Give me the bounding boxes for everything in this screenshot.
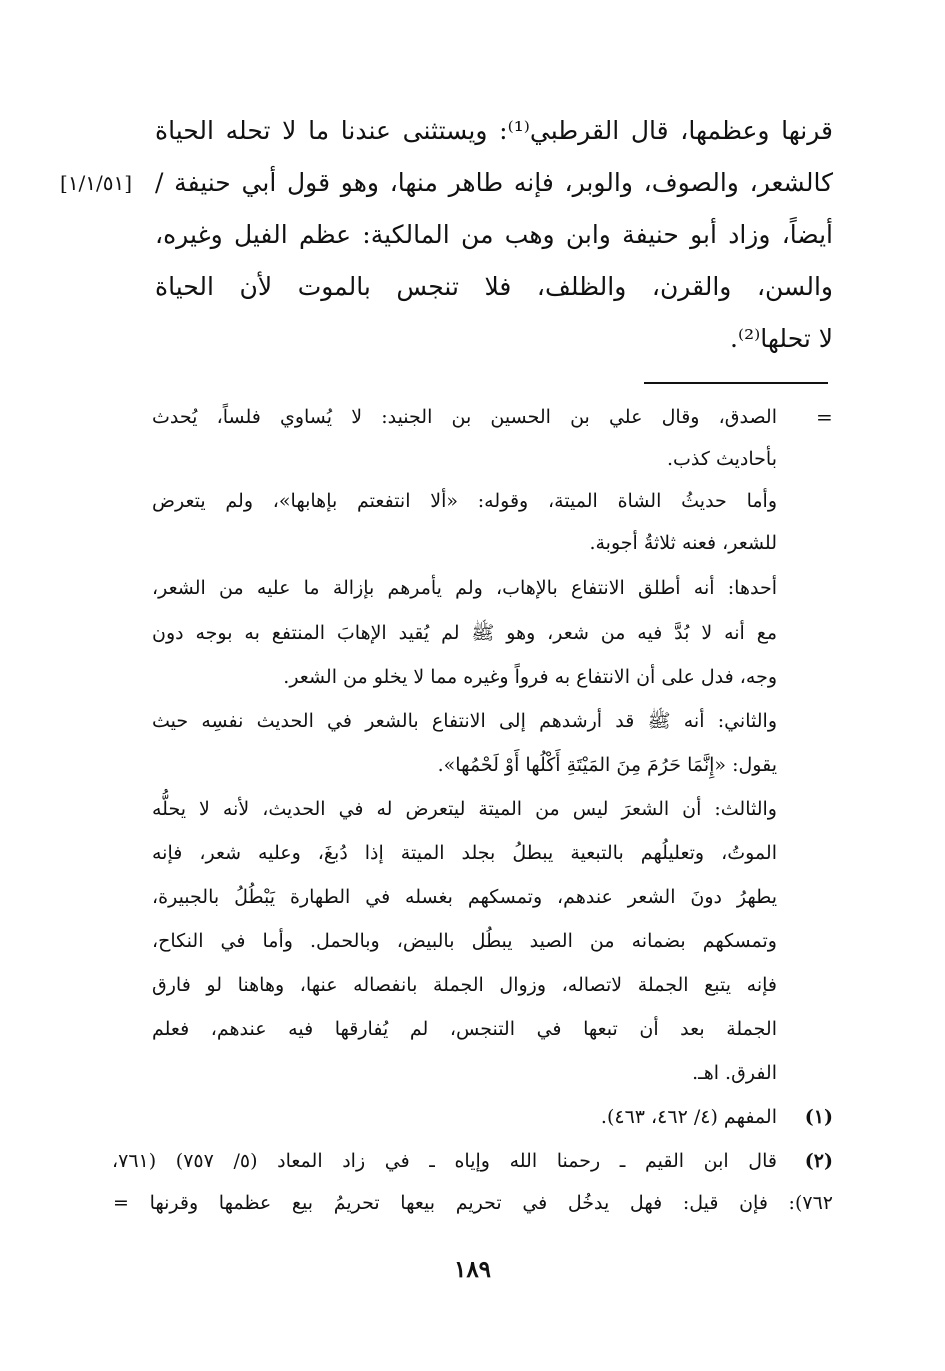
footnote-continuation-line-5: أحدها: أنه أطلق الانتفاع بالإهاب، ولم يأمرهم بإزالة ما عليه من الشعر،	[152, 577, 777, 599]
footnote-continuation-line-14: فإنه يتبع الجملة لاتصاله، وزوال الجملة بانفصاله عنها، وهاهنا لو فارق	[152, 974, 777, 996]
footnote-continuation-line-15: الجملة بعد أن تبعها في التنجس، لم يُفارقها فيه عندهم، فعلم	[152, 1018, 777, 1040]
main-text-line-2: كالشعر، والصوف، والوبر، فإنه طاهر منها، وهو قول أبي حنيفة /	[155, 168, 833, 197]
footnote-continuation-line-2: بأحاديث كذب.	[666, 448, 777, 470]
footnote-continuation-line-4: للشعر، فعنه ثلاثةُ أجوبة.	[589, 532, 777, 554]
footnote-continuation-line-7: وجه، فدل على أن الانتفاع به فرواً وغيره مما لا يخلو من الشعر.	[283, 666, 777, 688]
main-text-line-4: والسن، والقرن، والظلف، فلا تنجس بالموت لأن الحياة	[155, 272, 833, 301]
main-text-line-3: أيضاً، وزاد أبو حنيفة وابن وهب من المالكية: عظم الفيل وغيره،	[155, 220, 833, 249]
margin-manuscript-reference: [١/١/٥١]	[60, 171, 133, 195]
footnote-continuation-line-8: والثاني: أنه ﷺ قد أرشدهم إلى الانتفاع بالشعر في الحديث نفسِه حيث	[152, 710, 777, 732]
footnote-continuation-line-9: يقول: «إِنَّمَا حَرُمَ مِنَ المَيْتَةِ أَكْلُها أَوْ لَحْمُها».	[437, 754, 777, 776]
footnote-2-number: (٢)	[804, 1150, 833, 1172]
footnote-continuation-line-16: الفرق. اهـ.	[692, 1062, 777, 1084]
footnote-continuation-line-3: وأما حديثُ الشاة الميتة، وقوله: «ألا انتفعتم بإهابها»، ولم يتعرض	[152, 490, 777, 512]
footnote-2-text: قال ابن القيم ـ رحمنا الله وإياه ـ في زاد المعاد (٥/ ٧٥٧) (٧٦١،	[112, 1150, 777, 1172]
footnote-continuation-line-1: الصدق، وقال علي بن الحسين بن الجنيد: لا يُساوي فلساً، يُحدث	[152, 406, 777, 428]
footnote-continuation-line-13: وتمسكهم بضمانه من الصيد يبطُل بالبيض، وبالحمل. وأما في النكاح،	[152, 930, 777, 952]
footnote-divider	[644, 382, 828, 384]
footnote-continuation-line-10: والثالث: أن الشعرَ ليس من الميتة ليتعرض له في الحديث، لأنه لا يحلُّه	[152, 798, 777, 820]
main-text-line-1: قرنها وعظمها، قال القرطبي⁽¹⁾: ويستثنى عندنا ما لا تحله الحياة	[155, 116, 833, 145]
footnote-continuation-line-11: الموتُ، وتعليلُهم بالتبعية يبطلُ بجلد الميتة إذا دُبغَ، وعليه شعر، فإنه	[152, 842, 777, 864]
page-number: ١٨٩	[453, 1256, 492, 1283]
footnote-continuation-line-12: يطهرُ دونَ الشعر عندهم، وتمسكهم بغسله في الطهارة يَبْطُلُ بالجبيرة،	[152, 886, 777, 908]
footnote-continuation-mark: =	[816, 405, 833, 429]
footnote-1-number: (١)	[804, 1106, 833, 1128]
main-text-line-5: لا تحلها⁽²⁾.	[730, 324, 833, 353]
footnote-2-continuation: ٧٦٢): فإن قيل: فهل يدخُل في تحريم بيعها تحريمُ بيع عظمها وقرنها =	[113, 1192, 833, 1214]
footnote-1-text: المفهم (٤/ ٤٦٢، ٤٦٣).	[600, 1106, 777, 1128]
footnote-continuation-line-6: مع أنه لا بُدَّ فيه من شعر، وهو ﷺ لم يُقيد الإهابَ المنتفع به بوجه دون	[152, 622, 777, 644]
